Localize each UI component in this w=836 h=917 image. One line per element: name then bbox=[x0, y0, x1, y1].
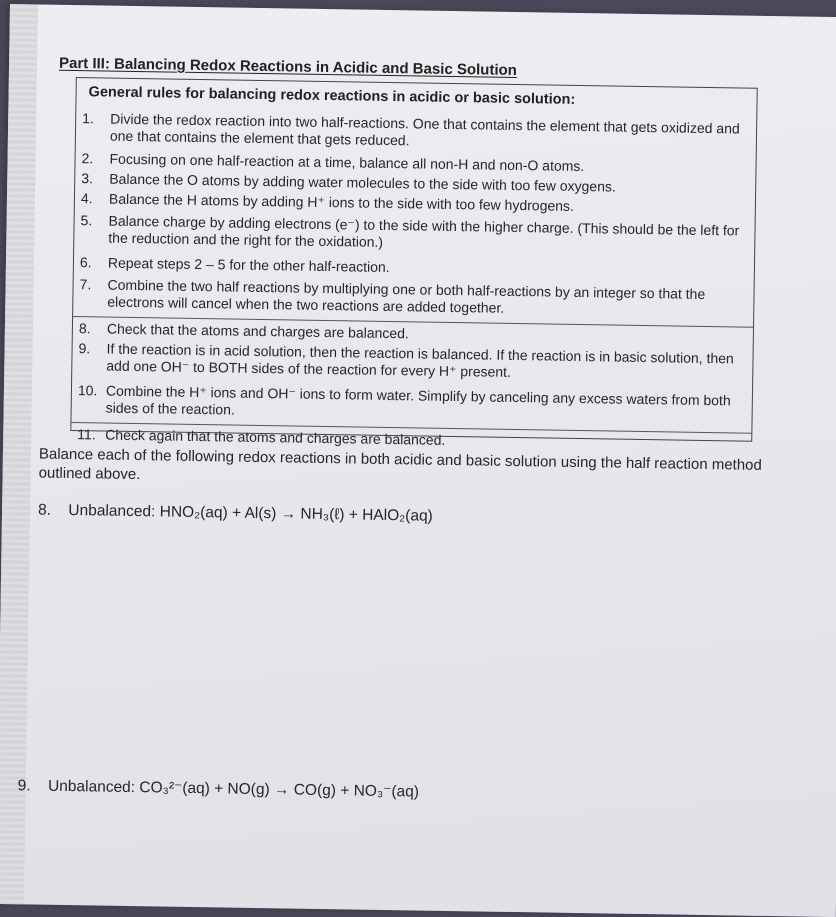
rule-text: Focusing on one half-reaction at a time, balance all non-H and non-O atoms. bbox=[109, 150, 585, 175]
rule-number: 1. bbox=[82, 110, 95, 127]
rule-item bbox=[78, 382, 742, 426]
rule-text: Combine the two half reactions by multiplying one or both half-reactions by an integer so that the electrons will cancel when the two reactions are added together. bbox=[107, 276, 706, 316]
problem-label: Unbalanced: bbox=[47, 777, 136, 797]
rule-item bbox=[79, 276, 743, 320]
rule-number: 9. bbox=[78, 340, 91, 357]
rule-text: Check that the atoms and charges are balanced. bbox=[106, 320, 409, 342]
answer-space-9[interactable] bbox=[32, 804, 793, 896]
rule-text: Balance the O atoms by adding water molecules to the side with too few oxygens. bbox=[109, 170, 616, 195]
answer-space-8[interactable] bbox=[34, 530, 798, 782]
rule-number: 5. bbox=[80, 212, 93, 229]
rule-text: Repeat steps 2 – 5 for the other half-reaction. bbox=[107, 254, 390, 275]
rule-number: 10. bbox=[77, 382, 98, 399]
rule-number: 2. bbox=[81, 150, 94, 167]
rules-heading: General rules for balancing redox reactions in acidic or basic solution: bbox=[88, 84, 576, 108]
rule-item bbox=[82, 110, 746, 154]
problem-number: 8. bbox=[37, 501, 52, 519]
problem-label: Unbalanced: bbox=[68, 501, 156, 521]
rule-number: 7. bbox=[79, 276, 92, 293]
worksheet-page bbox=[0, 4, 836, 917]
problem-equation: HNO₂(aq) + Al(s) → NH₃(ℓ) + HAlO₂(aq) bbox=[159, 503, 433, 525]
rules-box bbox=[70, 77, 757, 448]
rule-number: 11. bbox=[77, 426, 96, 443]
rule-text: Balance the H atoms by adding H⁺ ions to the side with too few hydrogens. bbox=[108, 190, 575, 214]
part-title: Part III: Balancing Redox Reactions in Acidic and Basic Solution bbox=[58, 54, 518, 79]
rule-text: Check again that the atoms and charges are balanced. bbox=[105, 426, 446, 448]
rule-number: 6. bbox=[79, 254, 92, 271]
rule-number: 8. bbox=[78, 320, 91, 337]
rule-text: Balance charge by adding electrons (e⁻) to the side with the higher charge. (This should be the left for the reduction and the right for the oxidation.) bbox=[108, 212, 740, 250]
problem-8 bbox=[38, 502, 433, 526]
rule-item bbox=[80, 212, 744, 256]
rule-text: If the reaction is in acid solution, then the reaction is balanced. If the reaction is in basic solution, then add one OH⁻ to BOTH sides of the reaction for every H⁺ present. bbox=[106, 340, 734, 380]
rule-number: 4. bbox=[80, 190, 93, 207]
rule-number: 3. bbox=[81, 170, 94, 187]
problem-equation: CO₃²⁻(aq) + NO(g) → CO(g) + NO₃⁻(aq) bbox=[139, 779, 420, 801]
problem-number: 9. bbox=[17, 777, 31, 795]
problem-9 bbox=[18, 776, 420, 801]
instructions-text: Balance each of the following redox reactions in both acidic and basic solution using the half reaction method outlined above. bbox=[38, 445, 762, 484]
rule-text: Combine the H⁺ ions and OH⁻ ions to form water. Simplify by canceling any excess waters from both sides of the reaction. bbox=[105, 382, 731, 418]
rule-item bbox=[78, 340, 742, 384]
rule-text: Divide the redox reaction into two half-reactions. One that contains the element that gets oxidized and one that contains the element that gets reduced. bbox=[109, 110, 740, 149]
page-binding-edge bbox=[0, 4, 38, 904]
